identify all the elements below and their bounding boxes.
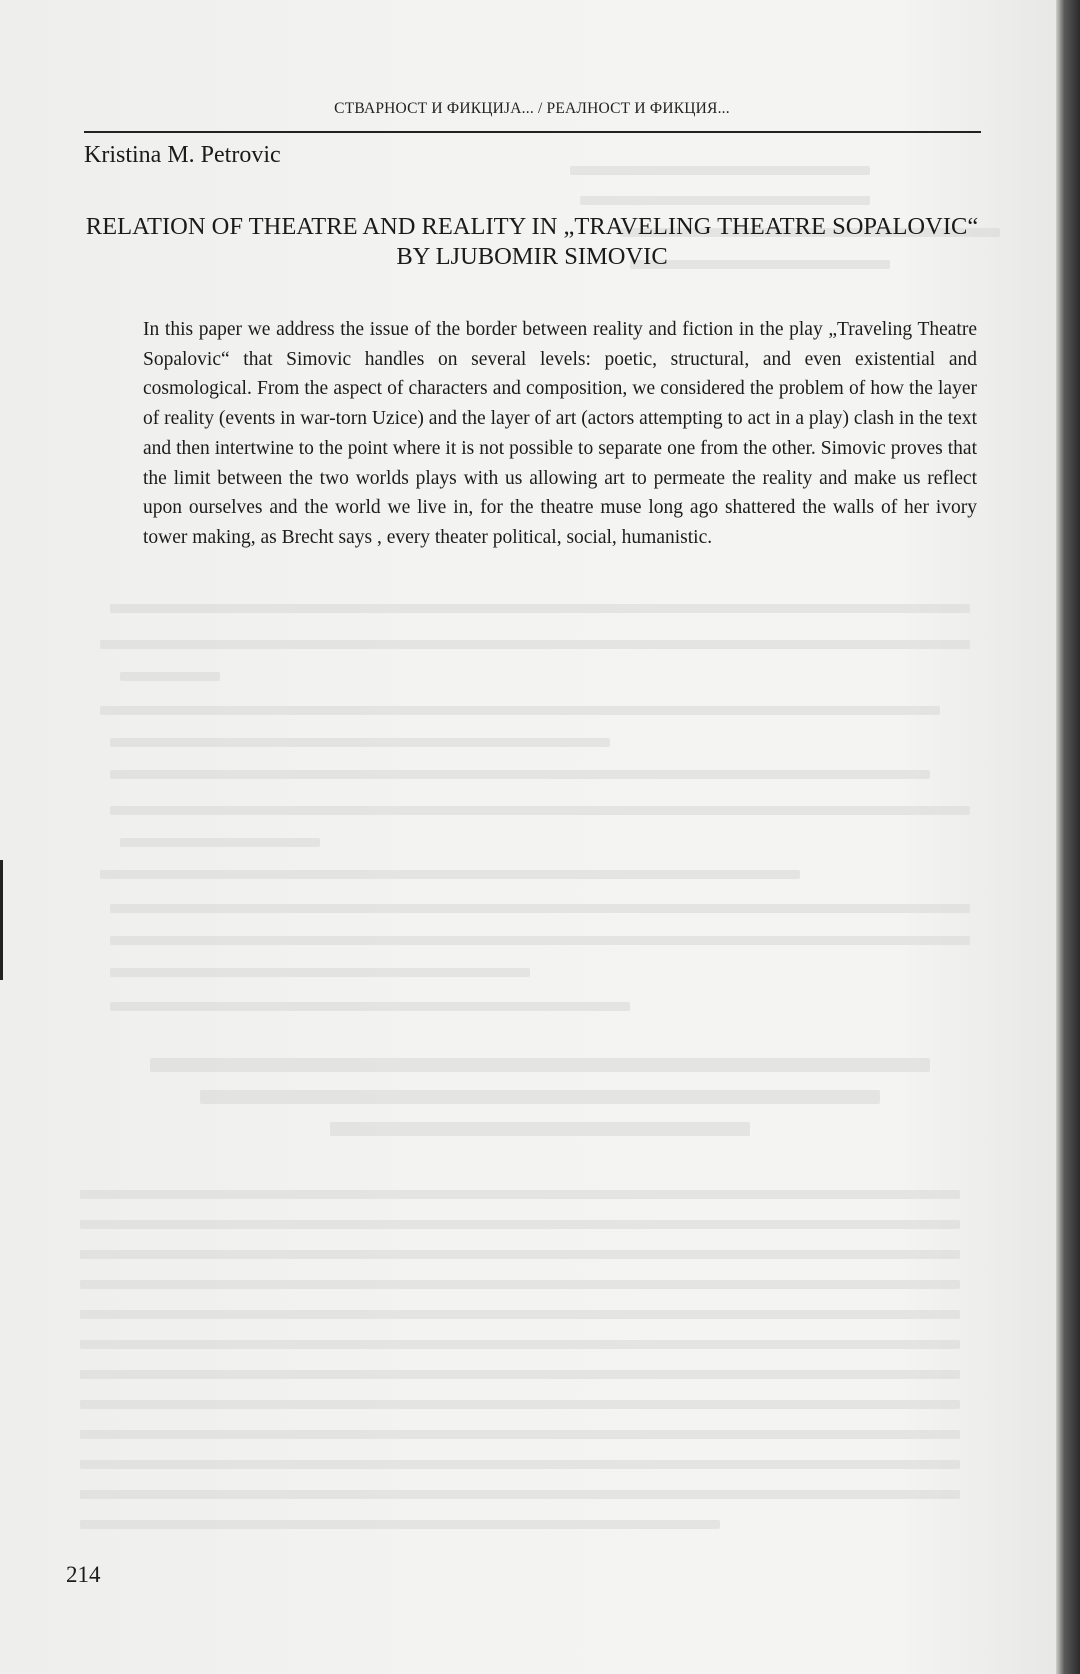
binding-shadow (0, 860, 3, 980)
page-edge-shadow (1056, 0, 1080, 1674)
paper-title: RELATION OF THEATRE AND REALITY IN „TRAVELING THEATRE SOPALOVIC“ BY LJUBOMIR SIMOVIC (85, 213, 979, 270)
page-number: 214 (66, 1562, 101, 1587)
author-name: Kristina M. Petrovic (84, 142, 281, 168)
abstract-paragraph: In this paper we address the issue of the border between reality and fiction in the play „Traveling Theatre Sopalovic“ that Simovic handles on several levels: poetic, structural, and even existential and cosmological. From the aspect of characters and composition, we considered the problem of how the layer of reality (events in war-torn Uzice) and the layer of art (actors attempting to act in a play) clash in the text and then intertwine to the point where it is not possible to separate one from the other. Simovic proves that the limit between the two worlds plays with us allowing art to permeate the reality and make us reflect upon ourselves and the world we live in, for the theatre muse long ago shattered the walls of her ivory tower making, as Brecht says , every theater political, social, humanistic. (143, 319, 977, 548)
header-rule (84, 131, 981, 133)
running-head: СТВАРНОСТ И ФИКЦИЈА... / РЕАЛНОСТ И ФИКЦИЯ... (334, 100, 730, 117)
